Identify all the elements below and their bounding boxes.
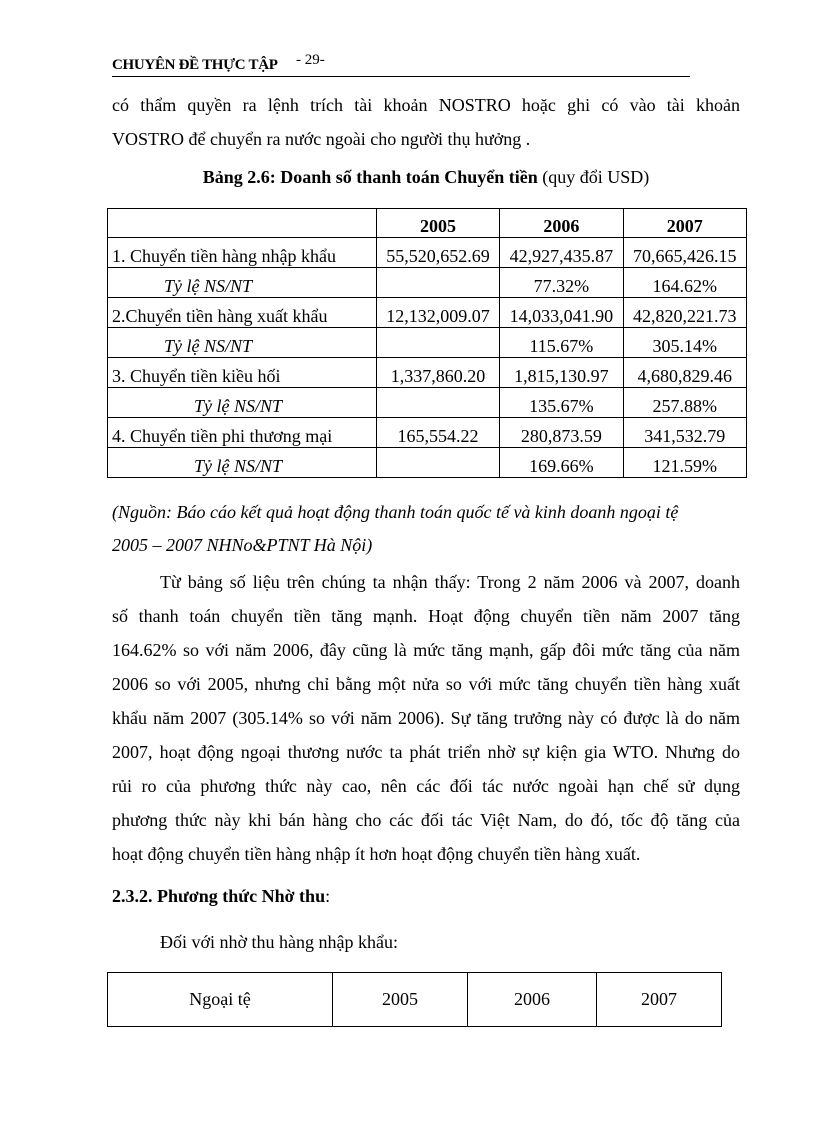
paragraph-line: phương thức này khi bán hàng cho các đối tác Việt Nam, do đó, tốc độ tăng của (112, 810, 740, 830)
table-row (108, 388, 747, 418)
row-label: Tỷ lệ NS/NT (108, 448, 377, 478)
value-cell (376, 268, 499, 298)
value-cell: 305.14% (623, 328, 746, 358)
page-number: - 29- (296, 52, 325, 68)
value-cell: 165,554.22 (376, 418, 499, 448)
value-cell: 135.67% (500, 388, 623, 418)
header-title: CHUYÊN ĐỀ THỰC TẬP (112, 57, 278, 73)
table-row (108, 358, 747, 388)
paragraph-line: có thẩm quyền ra lệnh trích tài khoản NOSTRO hoặc ghi có vào tài khoản (112, 95, 740, 115)
table-caption (112, 167, 740, 188)
row-label: 1. Chuyển tiền hàng nhập khẩu (108, 238, 377, 268)
value-cell: 55,520,652.69 (376, 238, 499, 268)
header-cell: 2005 (376, 209, 499, 238)
value-cell: 169.66% (500, 448, 623, 478)
value-cell: 42,927,435.87 (500, 238, 623, 268)
value-cell: 12,132,009.07 (376, 298, 499, 328)
table-header-row (108, 973, 722, 1027)
remittance-table (107, 208, 747, 478)
analysis-paragraph (112, 565, 740, 871)
value-cell (376, 328, 499, 358)
row-label: Tỷ lệ NS/NT (108, 388, 377, 418)
section-heading-text: 2.3.2. Phương thức Nhờ thu (112, 886, 326, 906)
paragraph-line: VOSTRO để chuyển ra nước ngoài cho người thụ hưởng . (112, 129, 531, 149)
table-row (108, 418, 747, 448)
value-cell: 121.59% (623, 448, 746, 478)
table-header-row (108, 209, 747, 238)
row-label: 3. Chuyển tiền kiều hối (108, 358, 377, 388)
header-cell (108, 209, 377, 238)
paragraph-line: hoạt động chuyển tiền hàng nhập ít hơn hoạt động chuyển tiền hàng xuất. (112, 844, 641, 864)
value-cell: 70,665,426.15 (623, 238, 746, 268)
table-row (108, 268, 747, 298)
section-intro: Đối với nhờ thu hàng nhập khẩu: (160, 932, 399, 952)
import-collection-table (107, 972, 722, 1027)
value-cell: 4,680,829.46 (623, 358, 746, 388)
header-cell: 2007 (597, 973, 722, 1027)
source-line: 2005 – 2007 NHNo&PTNT Hà Nội) (112, 535, 373, 555)
row-label: Tỷ lệ NS/NT (108, 268, 377, 298)
paragraph-line: 2007, hoạt động ngoại thương nước ta phát triển nhờ sự kiện gia WTO. Nhưng do (112, 742, 740, 762)
header-cell: 2006 (468, 973, 597, 1027)
value-cell: 14,033,041.90 (500, 298, 623, 328)
value-cell (376, 388, 499, 418)
section-heading (112, 886, 330, 907)
header-cell: 2007 (623, 209, 746, 238)
value-cell: 115.67% (500, 328, 623, 358)
paragraph-line: 164.62% so với năm 2006, đây cũng là mức tăng mạnh, gấp đôi mức tăng của năm (112, 640, 740, 660)
row-label: Tỷ lệ NS/NT (108, 328, 377, 358)
value-cell: 42,820,221.73 (623, 298, 746, 328)
value-cell: 1,815,130.97 (500, 358, 623, 388)
paragraph-line: 2006 so với 2005, nhưng chỉ bằng một nửa so với mức tăng chuyển tiền hàng xuất (112, 674, 740, 694)
paragraph-line: khẩu năm 2007 (305.14% so với năm 2006). Sự tăng trưởng này có được là do năm (112, 708, 740, 728)
value-cell: 341,532.79 (623, 418, 746, 448)
paragraph-line: số thanh toán chuyển tiền tăng mạnh. Hoạt động chuyển tiền năm 2007 tăng (112, 606, 740, 626)
value-cell: 280,873.59 (500, 418, 623, 448)
section-heading-colon: : (325, 886, 331, 906)
header-cell: 2005 (333, 973, 468, 1027)
row-label: 4. Chuyển tiền phi thương mại (108, 418, 377, 448)
value-cell: 77.32% (500, 268, 623, 298)
intro-paragraph (112, 88, 740, 156)
table-row (108, 238, 747, 268)
source-line: (Nguồn: Báo cáo kết quả hoạt động thanh toán quốc tế và kinh doanh ngoại tệ (112, 502, 679, 522)
table-row (108, 328, 747, 358)
header-cell: Ngoại tệ (108, 973, 333, 1027)
value-cell: 1,337,860.20 (376, 358, 499, 388)
paragraph-line: Từ bảng số liệu trên chúng ta nhận thấy: Trong 2 năm 2006 và 2007, doanh (160, 572, 740, 592)
table-row (108, 448, 747, 478)
row-label: 2.Chuyển tiền hàng xuất khẩu (108, 298, 377, 328)
table-caption-unit: (quy đổi USD) (537, 167, 650, 187)
table-source-note (112, 496, 740, 562)
value-cell: 257.88% (623, 388, 746, 418)
table-row (108, 298, 747, 328)
page-header (112, 52, 690, 77)
value-cell (376, 448, 499, 478)
paragraph-line: rủi ro của phương thức này cao, nên các đối tác nước ngoài hạn chế sử dụng (112, 776, 740, 796)
header-cell: 2006 (500, 209, 623, 238)
table-caption-bold: Bảng 2.6: Doanh số thanh toán Chuyển tiền (202, 167, 538, 187)
value-cell: 164.62% (623, 268, 746, 298)
